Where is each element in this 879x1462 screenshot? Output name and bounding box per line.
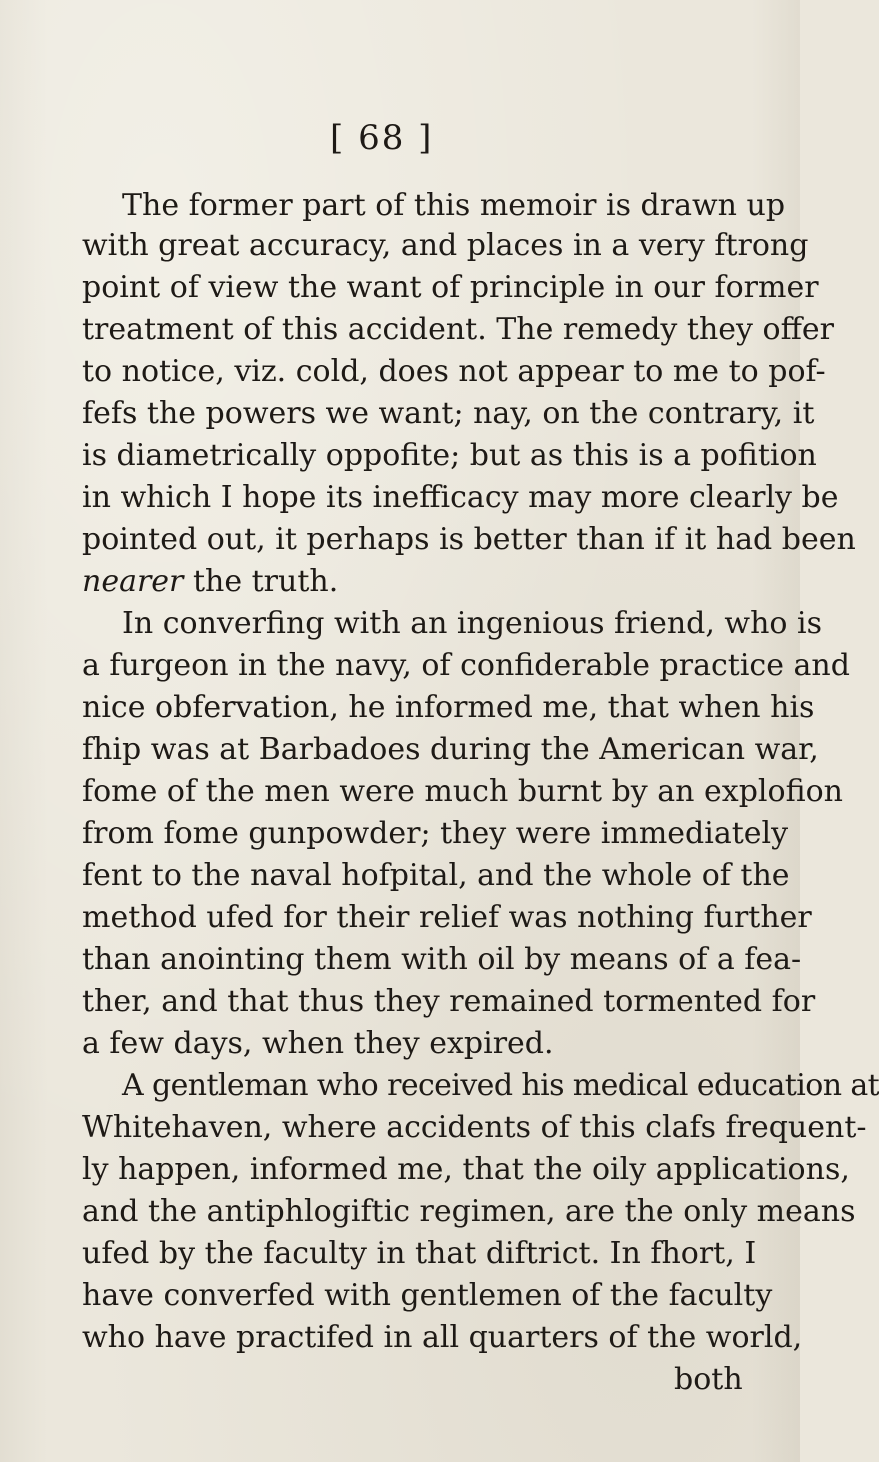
text-line-27: have converfed with gentlemen of the faculty [82, 1278, 773, 1313]
text-line-14: fhip was at Barbadoes during the American war, [82, 732, 819, 767]
text-line-22: A gentleman who received his medical education at [122, 1068, 879, 1103]
text-line-16: from fome gunpowder; they were immediately [82, 816, 789, 851]
text-line-6: fefs the powers we want; nay, on the contrary, it [82, 396, 815, 431]
text-line-12: a furgeon in the navy, of confiderable practice and [82, 648, 850, 683]
text-line-15: fome of the men were much burnt by an explofion [82, 774, 843, 809]
text-line-23: Whitehaven, where accidents of this clafs frequent- [82, 1110, 867, 1145]
text-line-7: is diametrically oppofite; but as this is a pofition [82, 438, 817, 473]
text-line-10: nearer the truth. [82, 564, 339, 599]
text-line-13: nice obfervation, he informed me, that when his [82, 690, 815, 725]
text-line-17: fent to the naval hofpital, and the whole of the [82, 858, 790, 893]
text-line-3: point of view the want of principle in our former [82, 270, 819, 305]
text-line-21: a few days, when they expired. [82, 1026, 554, 1061]
text-line-24: ly happen, informed me, that the oily applications, [82, 1152, 850, 1187]
text-line-18: method ufed for their relief was nothing further [82, 900, 812, 935]
catchword: both [674, 1362, 743, 1397]
page-number: [ 68 ] [330, 118, 434, 158]
text-line-4: treatment of this accident. The remedy they offer [82, 312, 834, 347]
text-line-28: who have practifed in all quarters of the world, [82, 1320, 803, 1355]
text-line-9: pointed out, it perhaps is better than if it had been [82, 522, 856, 557]
text-line-26: ufed by the faculty in that diftrict. In fhort, I [82, 1236, 757, 1271]
text-line-20: ther, and that thus they remained tormented for [82, 984, 816, 1019]
text-line-5: to notice, viz. cold, does not appear to me to pof- [82, 354, 826, 389]
text-line-19: than anointing them with oil by means of a fea- [82, 942, 802, 977]
text-line-11: In converfing with an ingenious friend, who is [122, 606, 823, 641]
text-line-8: in which I hope its inefficacy may more clearly be [82, 480, 839, 515]
text-line-2: with great accuracy, and places in a very ftrong [82, 228, 809, 263]
text-line-25: and the antiphlogiftic regimen, are the only means [82, 1194, 856, 1229]
italic-word: nearer [82, 564, 184, 599]
text-line-1: The former part of this memoir is drawn up [122, 188, 786, 223]
